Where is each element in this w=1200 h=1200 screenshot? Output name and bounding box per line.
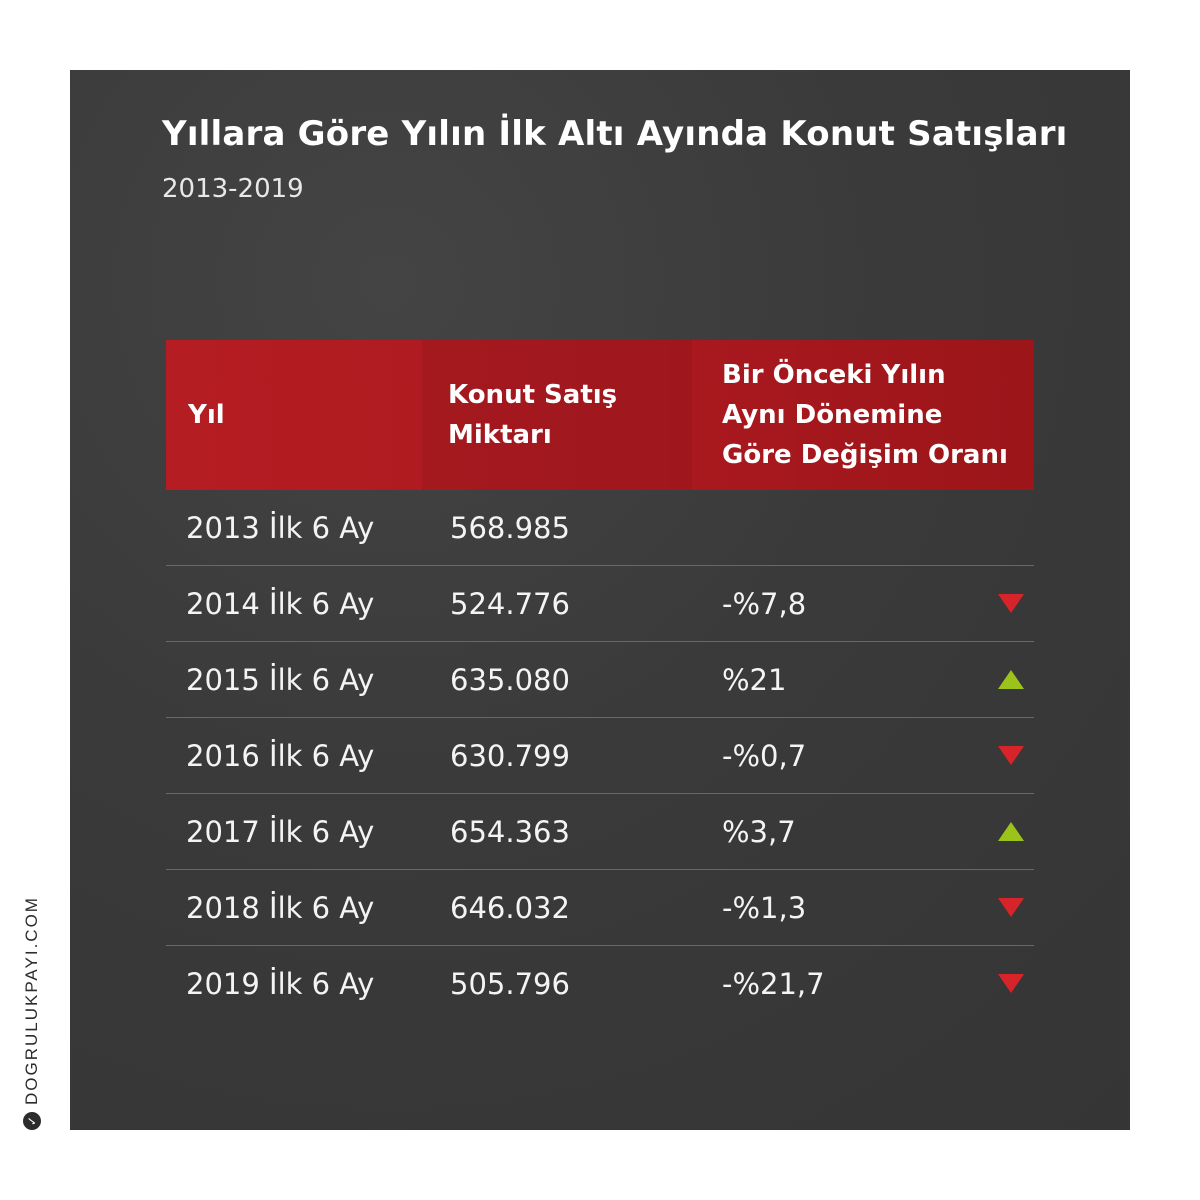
decrease-arrow-icon <box>998 974 1024 993</box>
table-row <box>166 869 1034 945</box>
year-cell: 2013 İlk 6 Ay <box>186 510 375 545</box>
change-cell: %21 <box>722 662 787 697</box>
table-row <box>166 565 1034 641</box>
table-row <box>166 945 1034 1021</box>
change-cell: -%0,7 <box>722 738 807 773</box>
table-row <box>166 490 1034 565</box>
brand-watermark <box>22 896 42 1130</box>
sales-cell: 630.799 <box>450 738 570 773</box>
decrease-arrow-icon <box>998 898 1024 917</box>
year-cell: 2018 İlk 6 Ay <box>186 890 375 925</box>
header-cell-year <box>166 340 422 490</box>
chart-title: Yıllara Göre Yılın İlk Altı Ayında Konut Satışları <box>162 114 1068 154</box>
table-body <box>166 490 1034 1021</box>
sales-cell: 524.776 <box>450 586 570 621</box>
table-row <box>166 717 1034 793</box>
header-cell-sales <box>422 340 692 490</box>
header-label-sales: Konut Satış Miktarı <box>448 380 618 450</box>
increase-arrow-icon <box>998 822 1024 841</box>
sales-cell: 568.985 <box>450 510 570 545</box>
sales-cell: 654.363 <box>450 814 570 849</box>
brand-logo-icon: ✓ <box>23 1112 41 1130</box>
year-cell: 2014 İlk 6 Ay <box>186 586 375 621</box>
chart-panel <box>70 70 1130 1130</box>
year-cell: 2016 İlk 6 Ay <box>186 738 375 773</box>
decrease-arrow-icon <box>998 746 1024 765</box>
header-label-change: Bir Önceki Yılın Aynı Dönemine Göre Değişim Oranı <box>722 360 1008 470</box>
year-cell: 2019 İlk 6 Ay <box>186 966 375 1001</box>
sales-cell: 505.796 <box>450 966 570 1001</box>
header-cell-change <box>692 340 1034 490</box>
table-row <box>166 793 1034 869</box>
year-cell: 2015 İlk 6 Ay <box>186 662 375 697</box>
table-row <box>166 641 1034 717</box>
decrease-arrow-icon <box>998 594 1024 613</box>
sales-cell: 635.080 <box>450 662 570 697</box>
header-label-year: Yıl <box>188 400 225 430</box>
increase-arrow-icon <box>998 670 1024 689</box>
change-cell: -%21,7 <box>722 966 825 1001</box>
change-cell: %3,7 <box>722 814 796 849</box>
table-header <box>166 340 1034 490</box>
brand-text: DOGRULUKPAYI.COM <box>22 896 41 1105</box>
change-cell: -%7,8 <box>722 586 807 621</box>
change-cell: -%1,3 <box>722 890 807 925</box>
year-cell: 2017 İlk 6 Ay <box>186 814 375 849</box>
chart-subtitle: 2013-2019 <box>162 174 304 204</box>
data-table <box>166 340 1034 1021</box>
sales-cell: 646.032 <box>450 890 570 925</box>
